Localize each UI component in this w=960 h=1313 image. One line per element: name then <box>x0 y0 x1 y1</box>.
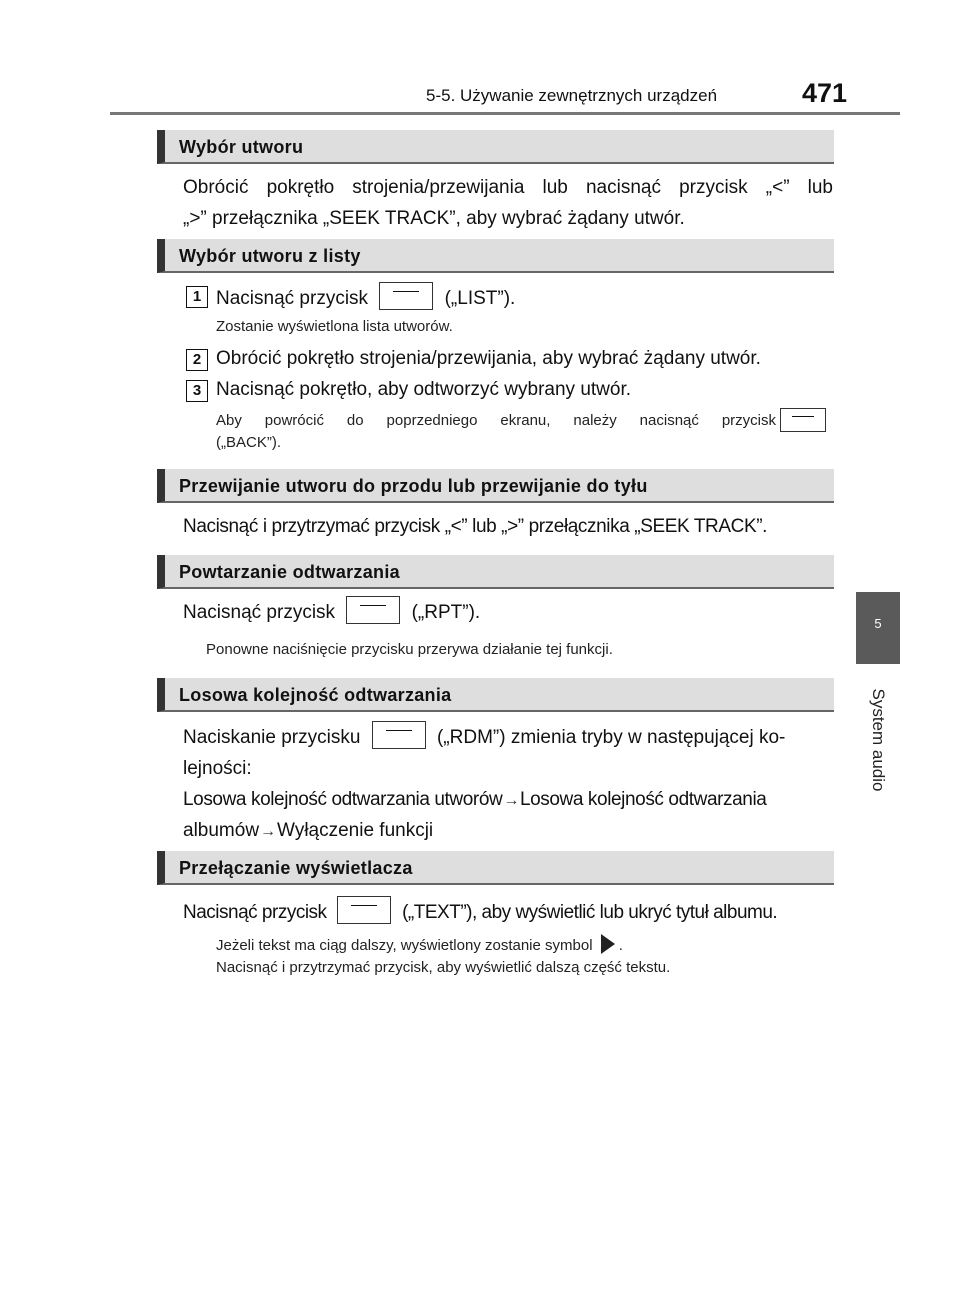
step-3-note-line1: Aby powrócić do poprzedniego ekranu, należy nacisnąć przycisk <box>216 412 776 429</box>
paragraph-fast-forward: Nacisnąć i przytrzymać przycisk „<” lub „>” przełącznika „SEEK TRACK”. <box>183 516 768 537</box>
text-button-icon <box>337 896 391 924</box>
back-button-icon <box>780 408 826 432</box>
arrow-right-icon: → <box>503 792 519 809</box>
rpt-button-icon <box>346 596 400 624</box>
paragraph-random-line1 <box>183 722 833 753</box>
display-note-line1 <box>216 935 623 957</box>
step-1-text <box>216 285 515 313</box>
section-heading-text: Przewijanie utworu do przodu lub przewijanie do tyłu <box>179 476 648 496</box>
paragraph-random-line3 <box>183 784 833 816</box>
display-text-after: („TEXT”), aby wyświetlić lub ukryć tytuł albumu. <box>402 902 778 923</box>
repeat-note: Ponowne naciśnięcie przycisku przerywa działanie tej funkcji. <box>206 641 613 658</box>
section-heading-text: Losowa kolejność odtwarzania <box>179 685 452 705</box>
chapter-label: System audio <box>869 688 888 792</box>
repeat-text-after: („RPT”). <box>411 602 481 623</box>
page-number: 471 <box>802 78 848 108</box>
display-note-period: . <box>618 937 623 954</box>
step-1-text-after: („LIST”). <box>444 288 516 310</box>
step-number-1: 1 <box>186 286 208 308</box>
step-1-note: Zostanie wyświetlona lista utworów. <box>216 318 453 335</box>
chapter-label-container <box>856 680 900 800</box>
display-note-line2: Nacisnąć i przytrzymać przycisk, aby wyświetlić dalszą część tekstu. <box>216 959 671 976</box>
step-number-3: 3 <box>186 380 208 402</box>
section-heading-track-from-list <box>157 239 834 273</box>
rdm-button-icon <box>372 721 426 749</box>
continuation-arrow-icon <box>601 934 615 954</box>
section-heading-display-switch <box>157 851 834 885</box>
paragraph-random-line2: lejności: <box>183 758 252 779</box>
header-rule <box>110 112 900 115</box>
paragraph-track-selection-line2: „>” przełącznika „SEEK TRACK”, aby wybrać żądany utwór. <box>183 208 685 229</box>
arrow-right-icon: → <box>260 823 277 840</box>
repeat-text-before: Nacisnąć przycisk <box>183 602 336 623</box>
display-text-before: Nacisnąć przycisk <box>183 902 327 923</box>
random-mode-1: Losowa kolejność odtwarzania utworów <box>183 789 503 810</box>
section-heading-text: Wybór utworu <box>179 137 304 157</box>
chapter-tab <box>856 592 900 664</box>
list-button-icon <box>379 282 433 310</box>
section-heading-random <box>157 678 834 712</box>
random-text-before: Naciskanie przycisku <box>183 727 361 748</box>
display-note-text: Jeżeli tekst ma ciąg dalszy, wyświetlony zostanie symbol <box>216 937 593 954</box>
step-3-note-line2: („BACK”). <box>216 434 281 451</box>
random-mode-2-cont: albumów <box>183 820 260 841</box>
chapter-number: 5 <box>874 616 882 631</box>
section-heading-text: Przełączanie wyświetlacza <box>179 858 413 878</box>
random-mode-off: Wyłączenie funkcji <box>277 820 434 841</box>
paragraph-display-switch <box>183 897 833 928</box>
section-heading-fast-forward-rewind <box>157 469 834 503</box>
step-1-text-before: Nacisnąć przycisk <box>216 288 369 310</box>
section-heading-text: Wybór utworu z listy <box>179 246 361 266</box>
section-heading-repeat <box>157 555 834 589</box>
running-header-title: 5-5. Używanie zewnętrznych urządzeń <box>426 86 718 105</box>
random-mode-2: Losowa kolejność odtwarzania <box>519 789 767 810</box>
step-number-2: 2 <box>186 349 208 371</box>
section-heading-track-selection <box>157 130 834 164</box>
section-heading-text: Powtarzanie odtwarzania <box>179 562 400 582</box>
random-text-after: („RDM”) zmienia tryby w następującej ko- <box>436 727 786 748</box>
step-2-text: Obrócić pokrętło strojenia/przewijania, aby wybrać żądany utwór. <box>216 348 761 369</box>
paragraph-track-selection-line1: Obrócić pokrętło strojenia/przewijania lub nacisnąć przycisk „<” lub <box>183 177 833 198</box>
paragraph-random-line4 <box>183 815 833 847</box>
paragraph-repeat <box>183 597 833 628</box>
step-3-text: Nacisnąć pokrętło, aby odtworzyć wybrany utwór. <box>216 379 632 400</box>
